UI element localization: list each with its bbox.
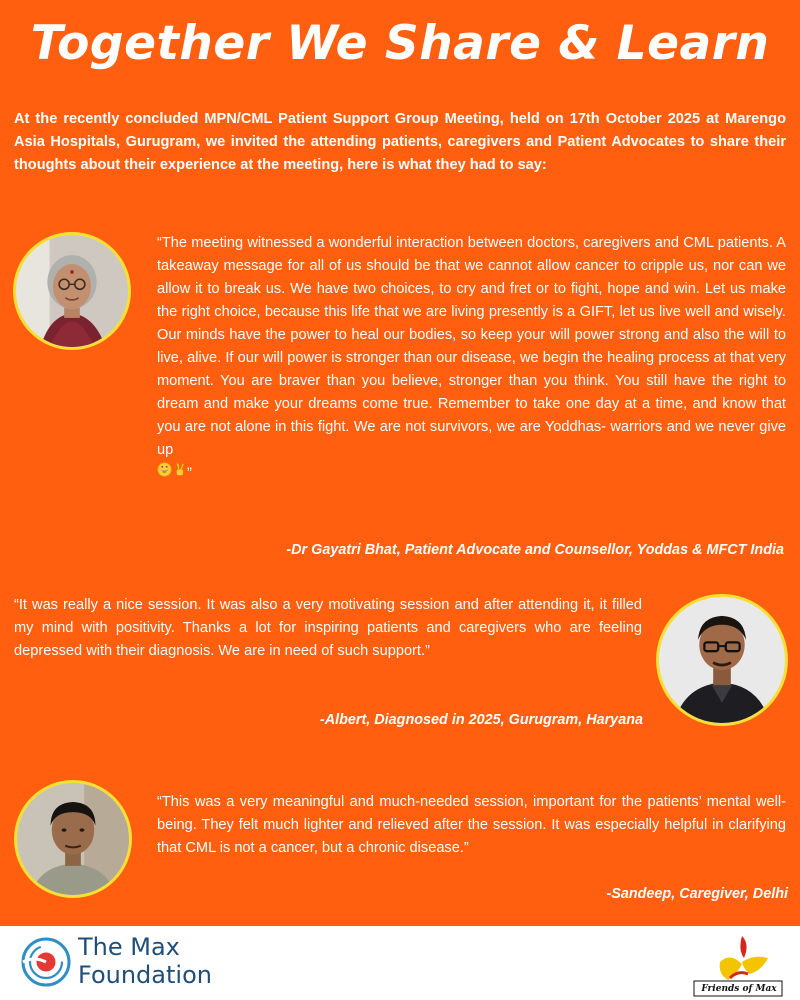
page-title: Together We Share & Learn [30, 16, 770, 71]
intro-paragraph: At the recently concluded MPN/CML Patient Support Group Meeting, held on 17th October 2025 at Marengo Asia Hospitals, Gurugram, we invited the attending patients, caregivers and Patient Advocates to share their thoughts about their experience at the meeting, here is what they had to say: [14, 111, 786, 173]
testimonial-attribution-2: -Albert, Diagnosed in 2025, Gurugram, Haryana [319, 712, 643, 728]
portrait-man-image [17, 783, 129, 895]
avatar-albert [656, 594, 788, 726]
quote-close: ” [187, 465, 192, 482]
avatar-sandeep [14, 780, 132, 898]
max-foundation-name [78, 933, 212, 989]
footer-bar [0, 926, 800, 1000]
testimonial-quote-2: “It was really a nice session. It was also a very motivating session and after attending it, it filled my mind with positivity. Thanks a lot for inspiring patients and caregivers who are feeling depressed with their diagnosis. We are in need of such support.” [14, 597, 642, 659]
portrait-man-glasses-image [659, 597, 785, 723]
victory-hand-emoji-icon [172, 462, 187, 485]
max-foundation-line1: The Max [78, 933, 180, 961]
max-foundation-logo-icon [20, 936, 72, 988]
testimonial-attribution-1: -Dr Gayatri Bhat, Patient Advocate and Counsellor, Yoddas & MFCT India [286, 542, 784, 558]
grinning-face-emoji-icon [157, 462, 172, 485]
friends-of-max-label: Friends of Max [701, 984, 777, 994]
testimonial-quote-3: “This was a very meaningful and much-needed session, important for the patients’ mental well-being. They felt much lighter and relieved after the session. It was especially helpful in clarifying that CML is not a cancer, but a chronic disease.” [157, 794, 786, 856]
max-foundation-line2: Foundation [78, 961, 212, 989]
avatar-gayatri-bhat [13, 232, 131, 350]
quote-text: “The meeting witnessed a wonderful interaction between doctors, caregivers and CML patients. A takeaway message for all of us should be that we cannot allow cancer to cripple us, nor can we allow it to break us. We have two choices, to cry and fret or to fight, hope and win. Let us make the right choice, because this life that we are living presently is a GIFT, let us live well and wisely. Our minds have the power to heal our bodies, so keep your will power strong and also the will to live, alive. If our will power is stronger than our disease, we begin the healing process at that very moment. You are braver than you believe, stronger than you think. You still have the right to dream and make your dreams come true. Remember to take one day at a time, and know that you are not alone in this fight. We are not survivors, we are Yoddhas- warriors and we never give up [157, 235, 786, 458]
testimonial-attribution-3: -Sandeep, Caregiver, Delhi [606, 886, 788, 902]
testimonial-quote-1 [157, 232, 786, 485]
portrait-woman-image [16, 235, 128, 347]
